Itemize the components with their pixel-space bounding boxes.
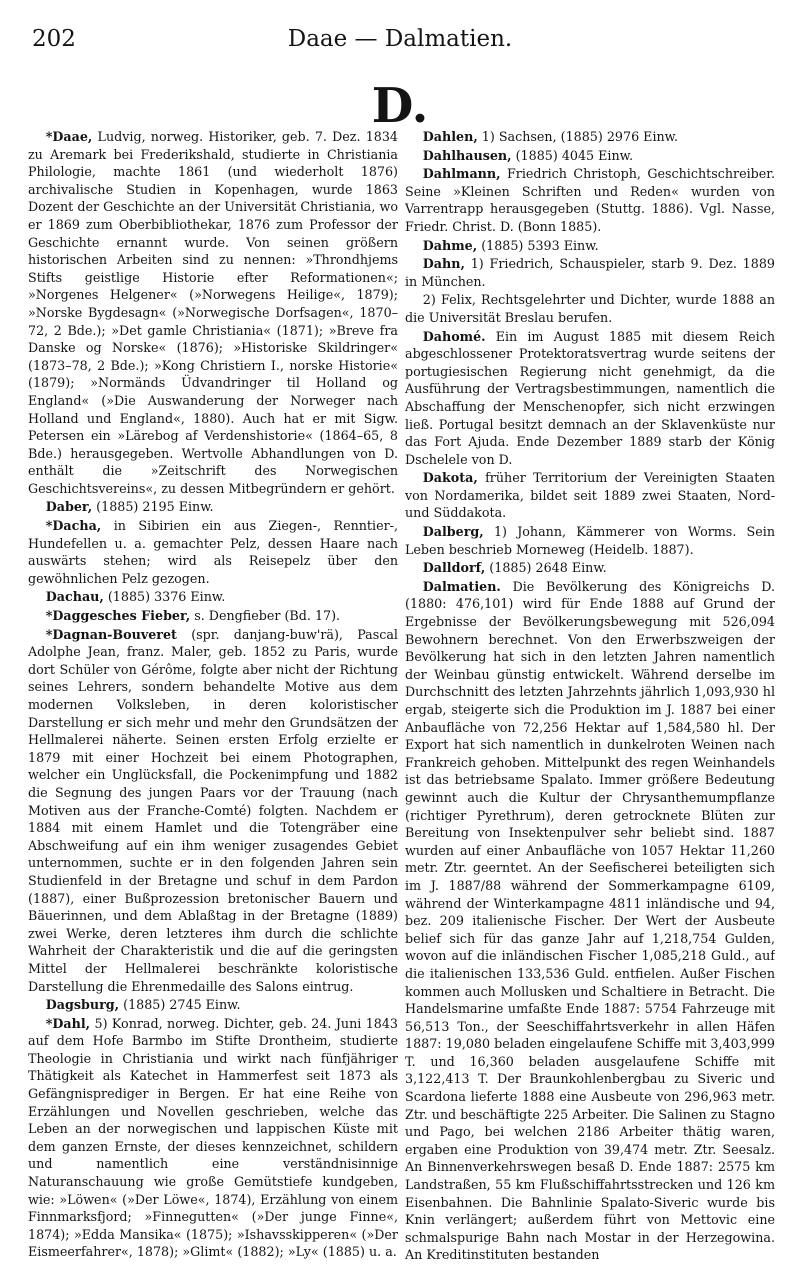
dictionary-entry xyxy=(405,255,775,290)
entry-text: 5) Konrad, norweg. Dichter, geb. 24. Juni 1843 auf dem Hofe Barmbo im Stifte Drontheim, studierte Theologie in Christiania und wirkt nach fünfjähriger Thätigkeit als Katechet in Hammerfest seit 1873 als Gefängnisprediger in Bergen. Er hat eine Reihe von Erzählungen und Novellen geschrieben, welche das Leben an der norwegischen und lappischen Küste mit dem ganzen Ernste, der dieses kennzeichnet, schildern und namentlich eine verständnisinnige Naturanschauung wie große Gemütstiefe kundgeben, wie: »Löwen« (»Der Löwe«, 1874), Erzählung von einem Finnmarksfjord; »Finnegutten« (»Der junge Finne«, 1874); »Edda Mansika« (1875); »Ishavsskipperen« (»Der Eismeerfahrer«, 1878); »Glimt« (1882); »Ly« (1885) u. a. xyxy=(28,1015,398,1260)
left-column xyxy=(28,128,398,1268)
entry-text: (1885) 2195 Einw. xyxy=(96,499,214,515)
entry-headword: Dalldorf, xyxy=(422,560,486,576)
dictionary-entry xyxy=(405,237,775,255)
dictionary-entry xyxy=(405,469,775,522)
running-head: Daae — Dalmatien. xyxy=(287,26,513,52)
entry-text: (1885) 2648 Einw. xyxy=(489,560,607,576)
entry-headword: *Daggesches Fieber, xyxy=(45,608,191,624)
entry-text: (spr. danjang-buw'rä), Pascal Adolphe Jean, franz. Maler, geb. 1852 zu Paris, wurde dort Schüler von Gérôme, folgte aber nicht der Richtung seines Lehrers, sondern behandelte Motive aus dem modernen Volksleben, in deren koloristischer Darstellung er sich mehr und mehr den Grundsätzen der Hellmalerei näherte. Seinen ersten Erfolg erzielte er 1879 mit einer Hochzeit bei einem Photographen, welcher ein Unglücksfall, die Pockenimpfung und 1882 die Segnung des jungen Paars vor der Trauung (nach Motiven aus der Franche-Comté) folgten. Nachdem er 1884 mit einem Hamlet und die Totengräber eine Abschweifung auf ein ihm weniger zusagendes Gebiet unternommen, suchte er in den folgenden Jahren sein Studienfeld in der Bretagne und schuf in dem Pardon (1887), einer Bußprozession bretonischer Bauern und Bäuerinnen, und dem Ablaßtag in der Bretagne (1889) zwei Werke, deren letzteres ihm durch die schlichte Wahrheit der Charakteristik und die auf die geringsten Mittel der Hellmalerei beschränkte koloristische Darstellung die Ehrenmedaille des Salons eintrug. xyxy=(28,626,398,994)
entry-headword: Dahme, xyxy=(422,237,478,253)
dictionary-entry xyxy=(405,128,775,146)
entry-headword: Dahlhausen, xyxy=(422,147,512,163)
dictionary-entry xyxy=(405,559,775,577)
dictionary-entry xyxy=(28,626,398,995)
entry-text: früher Territorium der Vereinigten Staaten von Nordamerika, bildet seit 1889 zwei Staaten, Nord- und Süddakota. xyxy=(405,470,775,521)
entry-text: Ludvig, norweg. Historiker, geb. 7. Dez. 1834 zu Aremark bei Frederikshald, studierte in Christiania Philologie, machte 1861 (und wiederholt 1876) archivalische Studien in Kopenhagen, wurde 1863 Dozent der Geschichte an der Universität Christiania, wo er 1869 zum Oberbibliothekar, 1876 zum Professor der Geschichte ernannt wurde. Von seinen größern historischen Arbeiten sind zu nennen: »Throndhjems Stifts geistlige Historie efter Reformationen«; »Norgenes Helgener« (»Norwegens Heilige«, 1879); »Norske Bygdesagn« (»Norwegische Dorfsagen«, 1870–72, 2 Bde.); »Det gamle Christiania« (1871); »Breve fra Danske og Norske« (1876); »Historiske Skildringer« (1873–78, 2 Bde.); »Kong Christiern I., norske Historie« (1879); »Normänds Üdvandringer til Holland og England« (»Die Auswanderung der Norweger nach Holland und England«, 1880). Auch hat er mit Sigw. Petersen ein »Lärebog af Verdenshistorie« (1864–65, 8 Bde.) herausgegeben. Wertvolle Abhandlungen von D. enthält die »Zeitschrift des Norwegischen Geschichtsvereins«, zu dessen Mitbegründern er gehört. xyxy=(28,129,398,496)
dictionary-entry xyxy=(405,165,775,235)
entry-text: (1885) 2745 Einw. xyxy=(123,997,241,1013)
dictionary-entry xyxy=(28,588,398,606)
entry-text: (1885) 3376 Einw. xyxy=(107,589,226,605)
entry-headword: *Dahl, xyxy=(45,1015,91,1031)
entry-text: Ein im August 1885 mit diesem Reich abgeschlossener Protektoratsvertrag wurde seitens der portugiesischen Regierung nicht genehmigt, da die Ausführung der Vertragsbestimmungen, namentlich die Abschaffung der Menschenopfer, sich nicht erzwingen ließ. Portugal besitzt demnach an der Sklavenküste nur das Fort Ajuda. Ende Dezember 1889 starb der König Dschelele von D. xyxy=(405,328,775,467)
dictionary-entry xyxy=(405,578,775,1264)
entry-subsection: 2) Felix, Rechtsgelehrter und Dichter, wurde 1888 an die Universität Breslau berufen. xyxy=(405,292,775,325)
dictionary-entry xyxy=(28,1015,398,1261)
entry-headword: *Dagnan-Bouveret xyxy=(45,626,177,642)
entry-text: 1) Sachsen, (1885) 2976 Einw. xyxy=(481,129,679,144)
entry-headword: Daber, xyxy=(45,499,93,515)
dictionary-entry xyxy=(405,523,775,558)
entry-headword: *Dacha, xyxy=(45,518,102,534)
section-letter: D. xyxy=(371,78,429,134)
entry-headword: Dalmatien. xyxy=(422,578,501,594)
entry-headword: Dahn, xyxy=(422,256,465,272)
entry-text: in Sibirien ein aus Ziegen-, Renntier-, Hundefellen u. a. gemachter Pelz, dessen Haare nach auswärts stehen; wird als Reisepelz über den gewöhnlichen Pelz gezogen. xyxy=(28,518,398,586)
entry-headword: Dahomé. xyxy=(422,328,486,344)
entry-headword: Dahlen, xyxy=(422,129,478,144)
entry-text: Friedrich Christoph, Geschichtschreiber. Seine »Kleinen Schriften und Reden« wurden von Varrentrapp herausgegeben (Stuttg. 1886). Vgl. Nasse, Friedr. Christ. D. (Bonn 1885). xyxy=(405,166,775,234)
dictionary-entry xyxy=(28,517,398,587)
entry-headword: Dalberg, xyxy=(422,524,484,540)
entry-text: (1885) 4045 Einw. xyxy=(515,147,634,163)
page-number: 202 xyxy=(32,26,76,52)
dictionary-entry xyxy=(405,328,775,469)
dictionary-entry xyxy=(28,498,398,516)
entry-headword: Dagsburg, xyxy=(45,997,120,1013)
dictionary-entry xyxy=(28,607,398,625)
entry-headword: Dachau, xyxy=(45,589,104,605)
entry-headword: Dahlmann, xyxy=(422,166,501,182)
entry-text: (1885) 5393 Einw. xyxy=(481,237,599,253)
entry-headword: Dakota, xyxy=(422,470,478,486)
entry-text: Die Bevölkerung des Königreichs D. (1880: 476,101) wird für Ende 1888 auf Grund der Ergebnisse der Bevölkerungsbewegung mit 526,094 Bewohnern berechnet. Von den Erwerbszweigen der Bevölkerung hat sich in den letzten Jahren namentlich der Weinbau günstig entwickelt. Während derselbe im Durchschnitt des letzten Jahrzehnts jährlich 1,093,930 hl ergab, steigerte sich die Produktion im J. 1887 bei einer Anbaufläche von 72,256 Hektar auf 1,584,580 hl. Der Export hat sich namentlich in dunkelroten Weinen nach Frankreich gehoben. Mittelpunkt des regen Weinhandels ist das betriebsame Spalato. Immer größere Bedeutung gewinnt auch die Kultur der Chrysanthemumpflanze (richtiger Pyrethrum), deren getrocknete Blüten zur Bereitung von Insektenpulver sehr beliebt sind. 1887 wurden auf einer Anbaufläche von 1057 Hektar 11,260 metr. Ztr. geerntet. An der Seefischerei beteiligten sich im J. 1887/88 während der Sommerkampagne 6109, während der Winterkampagne 4811 inländische und 94, bez. 209 italienische Fischer. Der Wert der Ausbeute belief sich für das ganze Jahr auf 1,218,754 Gulden, wovon auf die inländischen Fischer 1,085,218 Guld., auf die italienischen 133,536 Guld. entfielen. Außer Fischen kommen auch Mollusken und Schaltiere in Betracht. Die Handelsmarine umfaßte Ende 1887: 5754 Fahrzeuge mit 56,513 Ton., der Seeschiffahrtsverkehr in allen Häfen 1887: 19,080 beladen eingelaufene Schiffe mit 3,403,999 T. und 16,360 beladen ausgelaufene Schiffe mit 3,122,413 T. Der Braunkohlenbergbau zu Siveric und Scardona lieferte 1888 eine Ausbeute von 296,963 metr. Ztr. und beschäftigte 225 Arbeiter. Die Salinen zu Stagno und Pago, bei welchen 2186 Arbeiter thätig waren, ergaben eine Produktion von 39,474 metr. Ztr. Seesalz. An Binnenverkehrswegen besaß D. Ende 1887: 2575 km Landstraßen, 55 km Flußschiffahrtsstrecken und 126 km Eisenbahnen. Die Bahnlinie Spalato-Siveric wurde bis Knin verlängert; außerdem führt von Mettovic eine schmalspurige Bahn nach Mostar in der Herzegowina. An Kreditinstituten bestanden xyxy=(405,578,775,1263)
entry-text: 1) Johann, Kämmerer von Worms. Sein Leben beschrieb Morneweg (Heidelb. 1887). xyxy=(405,524,775,557)
entry-headword: *Daae, xyxy=(45,129,93,144)
dictionary-entry xyxy=(28,128,398,497)
page-header xyxy=(30,24,770,60)
right-column xyxy=(405,128,775,1268)
entry-text: s. Dengfieber (Bd. 17). xyxy=(194,608,341,624)
entry-text: 1) Friedrich, Schauspieler, starb 9. Dez. 1889 in München. xyxy=(405,256,775,289)
dictionary-entry xyxy=(405,147,775,165)
dictionary-entry xyxy=(28,996,398,1014)
